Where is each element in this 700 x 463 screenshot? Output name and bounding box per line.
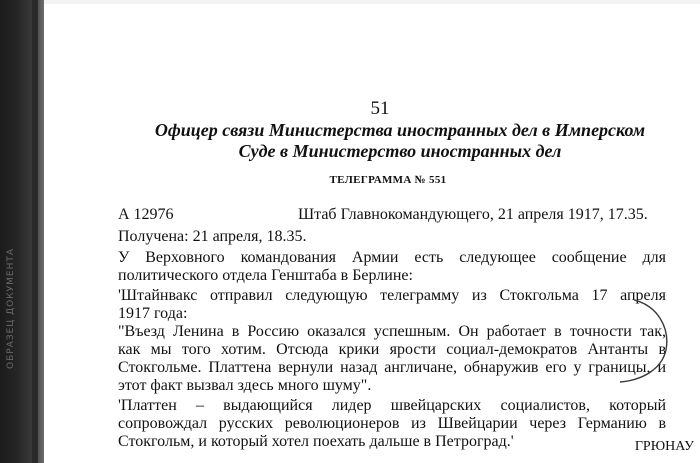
- page-number: 51: [370, 98, 390, 119]
- body-line-3: 'Штайнвакс отправил следующую телеграмму из Стокгольма 17 апреля: [118, 287, 666, 304]
- body-line-9: 'Платтен – выдающийся лидер швейцарских социалистов, который: [118, 397, 666, 414]
- title-line-1: Офицер связи Министерства иностранных дел в Имперском: [154, 120, 646, 140]
- body-line-4: 1917 года:: [118, 305, 188, 322]
- signature: ГРЮНАУ: [634, 439, 694, 454]
- body-line-1: У Верховного командования Армии есть следующее сообщение для: [118, 249, 666, 266]
- body-line-8: этот факт вызвал здесь много шуму".: [118, 377, 372, 394]
- body-line-6: как мы того хотим. Отсюда крики ярости социал-демократов Антанты в: [118, 341, 666, 358]
- page-top-edge: [44, 0, 700, 4]
- reference-place-date: Штаб Главнокомандующего, 21 апреля 1917, 17.35.: [298, 206, 648, 223]
- pen-annotation-mark: [600, 298, 680, 394]
- body-line-7: Стокгольме. Платтена вернули назад англичане, обнаружив его у границы, и: [118, 359, 666, 376]
- body-line-5: "Въезд Ленина в Россию оказался успешным. Он работает в точности так,: [118, 323, 666, 340]
- binding-strip: [32, 0, 38, 463]
- body-line-10: сопровождал русских революционеров из Швейцарии через Германию в: [118, 415, 666, 432]
- spine-label: ОБРАЗЕЦ ДОКУМЕНТА: [6, 248, 16, 370]
- document-title: [80, 120, 700, 162]
- title-line-2: Суде в Министерство иностранных дел: [238, 141, 562, 161]
- body-line-11: Стокгольм, и который хотел поехать дальше в Петроград.': [118, 433, 514, 450]
- body-line-2: политического отдела Генштаба в Берлине:: [118, 267, 413, 284]
- reference-number: А 12976: [118, 206, 174, 223]
- received-time: Получена: 21 апреля, 18.35.: [118, 228, 307, 245]
- telegram-heading: ТЕЛЕГРАММА № 551: [329, 174, 447, 186]
